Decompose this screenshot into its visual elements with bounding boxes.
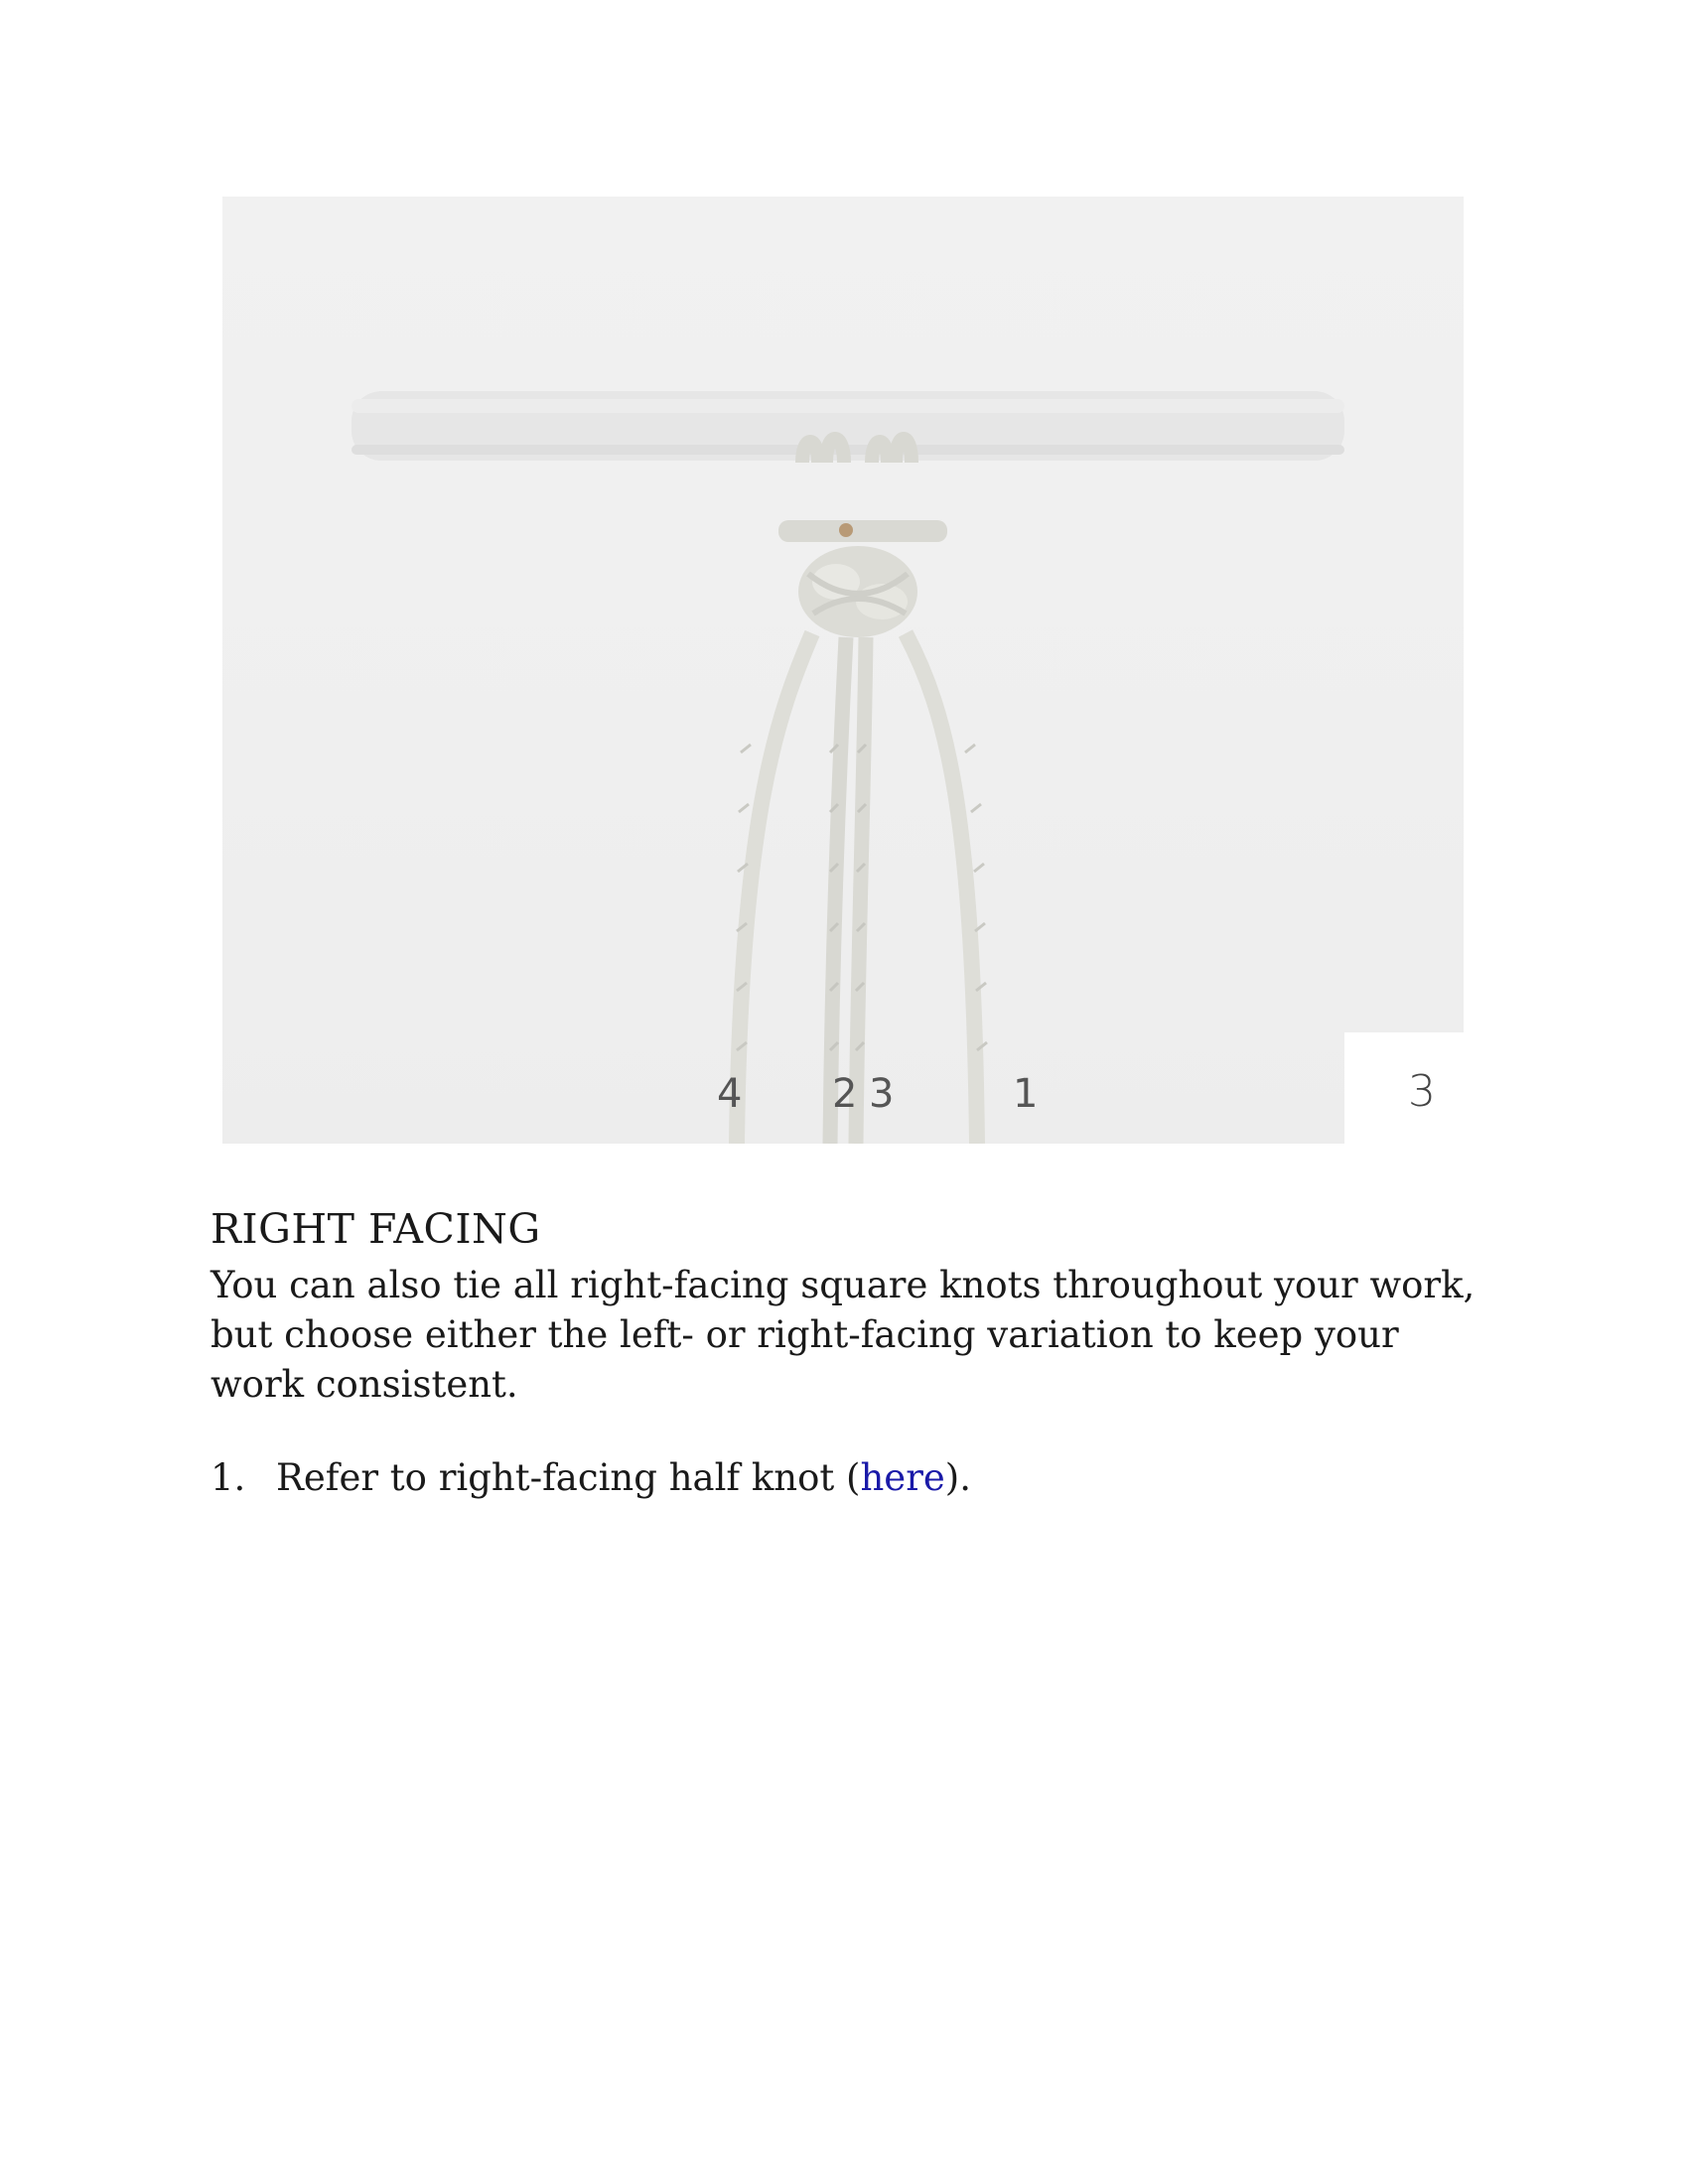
step-number-box [1344, 1032, 1464, 1144]
step-item-text-end: ). [944, 1456, 971, 1499]
section-heading: RIGHT FACING [211, 1205, 541, 1253]
strand-label-1: 1 [1013, 1071, 1039, 1117]
cord-2 [830, 637, 846, 1144]
larks-head-knot [778, 520, 947, 542]
cord-1 [906, 633, 977, 1144]
knot-photo [222, 197, 1464, 1144]
cord-3 [856, 637, 866, 1144]
strand-label-2: 2 [832, 1071, 858, 1117]
step-item [211, 1453, 971, 1503]
section-paragraph: You can also tie all right-facing square knots throughout your work, but choose either the left- or right-facing variation to keep your work consistent. [211, 1264, 1476, 1406]
strand-label-3: 3 [869, 1071, 895, 1117]
knot-illustration [222, 197, 1464, 1144]
step-item-text: Refer to right-facing half knot ( [276, 1456, 861, 1499]
step-number: 3 [1408, 1066, 1436, 1117]
cord-4 [737, 633, 812, 1144]
step-item-number: 1. [211, 1456, 246, 1499]
strand-label-4: 4 [717, 1071, 743, 1117]
here-link[interactable]: here [860, 1456, 945, 1499]
